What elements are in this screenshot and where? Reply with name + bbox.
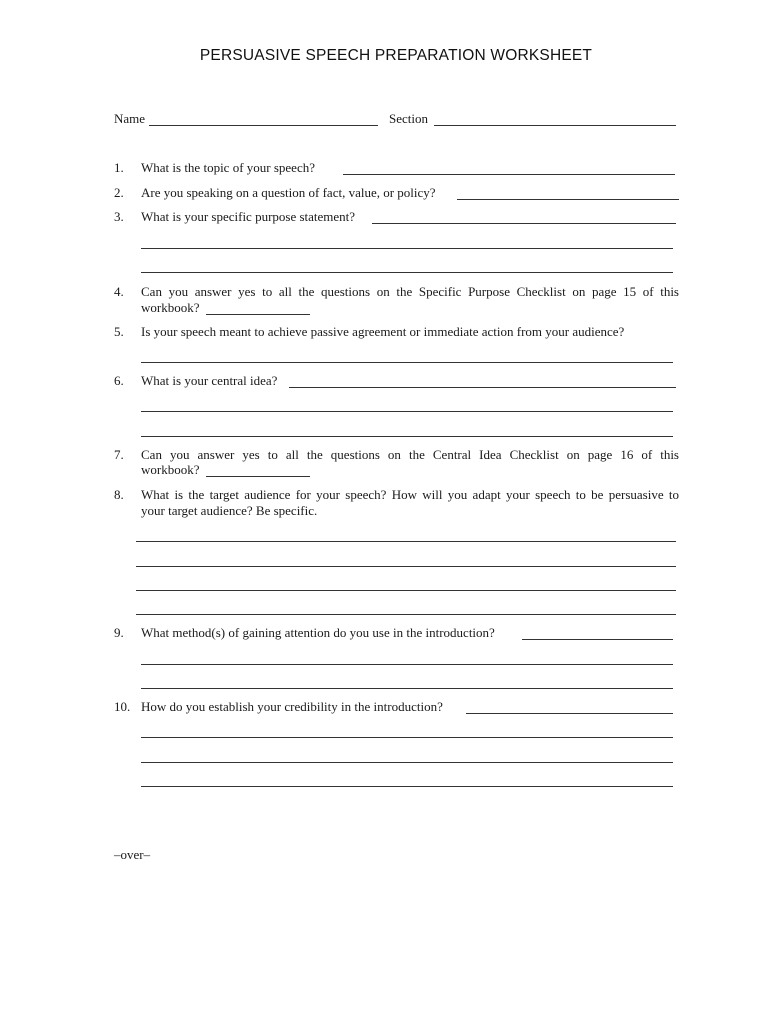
answer-line[interactable] — [141, 411, 673, 412]
question-text: How do you establish your credibility in the introduction? — [141, 699, 443, 714]
question-text: What is the target audience for your speech? How will you adapt your speech to be persuasive to — [141, 487, 679, 502]
question-number: 2. — [114, 185, 124, 200]
answer-line[interactable] — [141, 248, 673, 249]
answer-line[interactable] — [141, 786, 673, 787]
question-number: 1. — [114, 160, 124, 175]
name-field[interactable] — [149, 125, 378, 126]
answer-line[interactable] — [141, 688, 673, 689]
answer-line[interactable] — [343, 174, 675, 175]
page-footer: –over– — [114, 847, 151, 862]
answer-line[interactable] — [457, 199, 679, 200]
question-text: Are you speaking on a question of fact, value, or policy? — [141, 185, 436, 200]
question-text: Is your speech meant to achieve passive agreement or immediate action from your audience? — [141, 324, 625, 339]
answer-line[interactable] — [206, 476, 310, 477]
answer-line[interactable] — [466, 713, 673, 714]
question-number: 7. — [114, 447, 124, 462]
question-text: What is your central idea? — [141, 373, 278, 388]
answer-line[interactable] — [141, 436, 673, 437]
answer-line[interactable] — [141, 664, 673, 665]
answer-line[interactable] — [206, 314, 310, 315]
answer-line[interactable] — [136, 614, 676, 615]
question-text-continued: your target audience? Be specific. — [141, 503, 318, 518]
answer-line[interactable] — [136, 541, 676, 542]
answer-line[interactable] — [141, 272, 673, 273]
question-text: Can you answer yes to all the questions on the Specific Purpose Checklist on page 15 of this — [141, 284, 679, 299]
question-text-continued: workbook? — [141, 462, 200, 477]
question-number: 9. — [114, 625, 124, 640]
answer-line[interactable] — [136, 590, 676, 591]
question-number: 4. — [114, 284, 124, 299]
answer-line[interactable] — [141, 737, 673, 738]
question-number: 10. — [114, 699, 131, 714]
question-number: 3. — [114, 209, 124, 224]
question-number: 5. — [114, 324, 124, 339]
question-text: What is your specific purpose statement? — [141, 209, 356, 224]
question-text-continued: workbook? — [141, 300, 200, 315]
question-number: 8. — [114, 487, 124, 502]
answer-line[interactable] — [136, 566, 676, 567]
question-text: What method(s) of gaining attention do you use in the introduction? — [141, 625, 495, 640]
name-label: Name — [114, 111, 146, 126]
answer-line[interactable] — [522, 639, 673, 640]
section-field[interactable] — [434, 125, 676, 126]
question-text: What is the topic of your speech? — [141, 160, 315, 175]
answer-line[interactable] — [372, 223, 676, 224]
answer-line[interactable] — [141, 762, 673, 763]
page-title: PERSUASIVE SPEECH PREPARATION WORKSHEET — [199, 47, 593, 64]
answer-line[interactable] — [141, 362, 673, 363]
question-number: 6. — [114, 373, 124, 388]
answer-line[interactable] — [289, 387, 676, 388]
question-text: Can you answer yes to all the questions on the Central Idea Checklist on page 16 of this — [141, 447, 679, 462]
section-label: Section — [389, 111, 428, 126]
